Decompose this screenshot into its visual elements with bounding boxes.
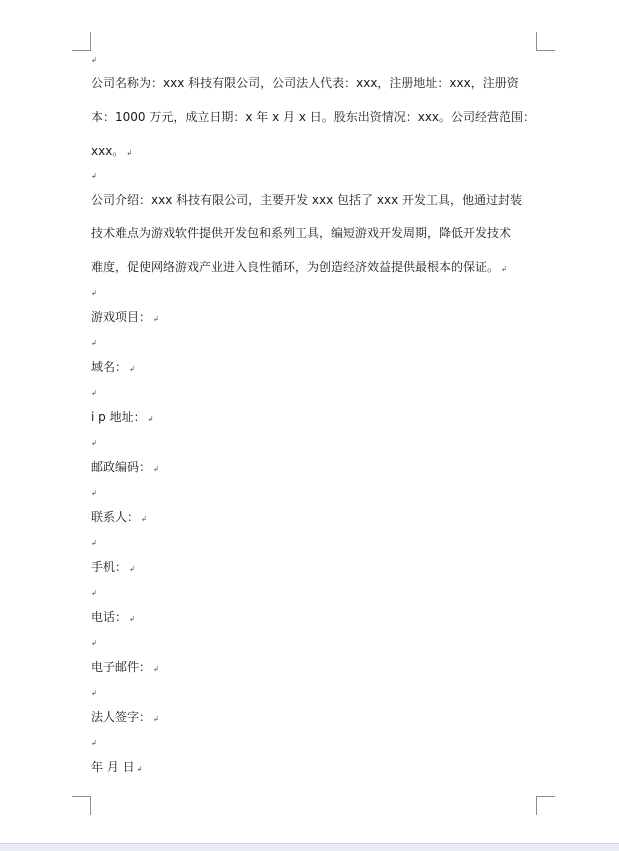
field-phone[interactable] — [91, 609, 541, 627]
paragraph-mark: ↲ — [129, 565, 135, 573]
paragraph-mark: ↲ — [91, 589, 97, 597]
crop-mark-bottom-left — [72, 796, 91, 815]
company-info-text-1: 公司名称为：xxx 科技有限公司，公司法人代表：xxx，注册地址：xxx，注册资 — [91, 76, 519, 90]
company-info-text-2: 本：1000 万元，成立日期：x 年 x 月 x 日。股东出资情况：xxx。公司经营范围： — [91, 110, 536, 124]
field-domain-label: 域名： — [91, 360, 128, 374]
paragraph-mark: ↲ — [91, 289, 97, 297]
paragraph-mark: ↲ — [91, 172, 97, 180]
company-info-line-2[interactable] — [91, 109, 541, 125]
paragraph-mark: ↲ — [91, 689, 97, 697]
paragraph-mark: ↲ — [153, 665, 159, 673]
field-mobile[interactable] — [91, 559, 541, 577]
paragraph-mark: ↲ — [129, 615, 135, 623]
paragraph-mark: ↲ — [153, 715, 159, 723]
field-postal-code[interactable] — [91, 459, 541, 477]
paragraph-mark: ↲ — [91, 389, 97, 397]
field-phone-label: 电话： — [91, 610, 128, 624]
field-legal-signature[interactable] — [91, 709, 541, 727]
field-postal-code-label: 邮政编码： — [91, 460, 152, 474]
paragraph-mark: ↲ — [153, 315, 159, 323]
company-info-text-3: xxx。 — [91, 144, 125, 158]
paragraph-mark: ↲ — [91, 489, 97, 497]
paragraph-mark: ↲ — [91, 339, 97, 347]
paragraph-mark: ↲ — [91, 56, 97, 64]
crop-mark-bottom-right — [536, 796, 555, 815]
company-intro-text-3: 难度，促使网络游戏产业进入良性循环，为创造经济效益提供最根本的保证。 — [91, 260, 500, 274]
field-ip-address[interactable] — [91, 409, 541, 427]
company-intro-text-1: 公司介绍：xxx 科技有限公司，主要开发 xxx 包括了 xxx 开发工具，他通过封装 — [91, 193, 522, 207]
field-game-project-label: 游戏项目： — [91, 310, 152, 324]
crop-mark-top-left — [72, 32, 91, 51]
company-intro-line-3[interactable] — [91, 259, 541, 277]
field-domain[interactable] — [91, 359, 541, 377]
field-ip-address-label: i p 地址： — [91, 410, 146, 424]
field-date[interactable] — [91, 759, 541, 777]
paragraph-mark: ↲ — [129, 365, 135, 373]
company-intro-line-1[interactable] — [91, 192, 541, 208]
paragraph-mark: ↲ — [153, 465, 159, 473]
field-contact-label: 联系人： — [91, 510, 140, 524]
paragraph-mark: ↲ — [91, 739, 97, 747]
paragraph-mark: ↲ — [91, 439, 97, 447]
field-mobile-label: 手机： — [91, 560, 128, 574]
company-intro-text-2: 技术难点为游戏软件提供开发包和系列工具，编短游戏开发周期，降低开发技术 — [91, 226, 512, 240]
field-contact[interactable] — [91, 509, 541, 527]
company-info-line-3[interactable] — [91, 143, 541, 161]
field-date-label: 年 月 日 — [91, 760, 135, 774]
field-email-label: 电子邮件： — [91, 660, 152, 674]
field-game-project[interactable] — [91, 309, 541, 327]
paragraph-mark: ↲ — [126, 149, 133, 157]
crop-mark-top-right — [536, 32, 555, 51]
field-legal-signature-label: 法人签字： — [91, 710, 152, 724]
company-intro-line-2[interactable] — [91, 225, 541, 241]
paragraph-mark: ↲ — [147, 415, 154, 423]
field-email[interactable] — [91, 659, 541, 677]
paragraph-mark: ↲ — [91, 539, 97, 547]
paragraph-mark: ↲ — [136, 765, 143, 773]
company-info-line-1[interactable] — [91, 75, 541, 91]
paragraph-mark: ↲ — [141, 515, 147, 523]
paragraph-mark: ↲ — [501, 265, 507, 273]
paragraph-mark: ↲ — [91, 639, 97, 647]
window-bottom-edge — [0, 843, 619, 851]
